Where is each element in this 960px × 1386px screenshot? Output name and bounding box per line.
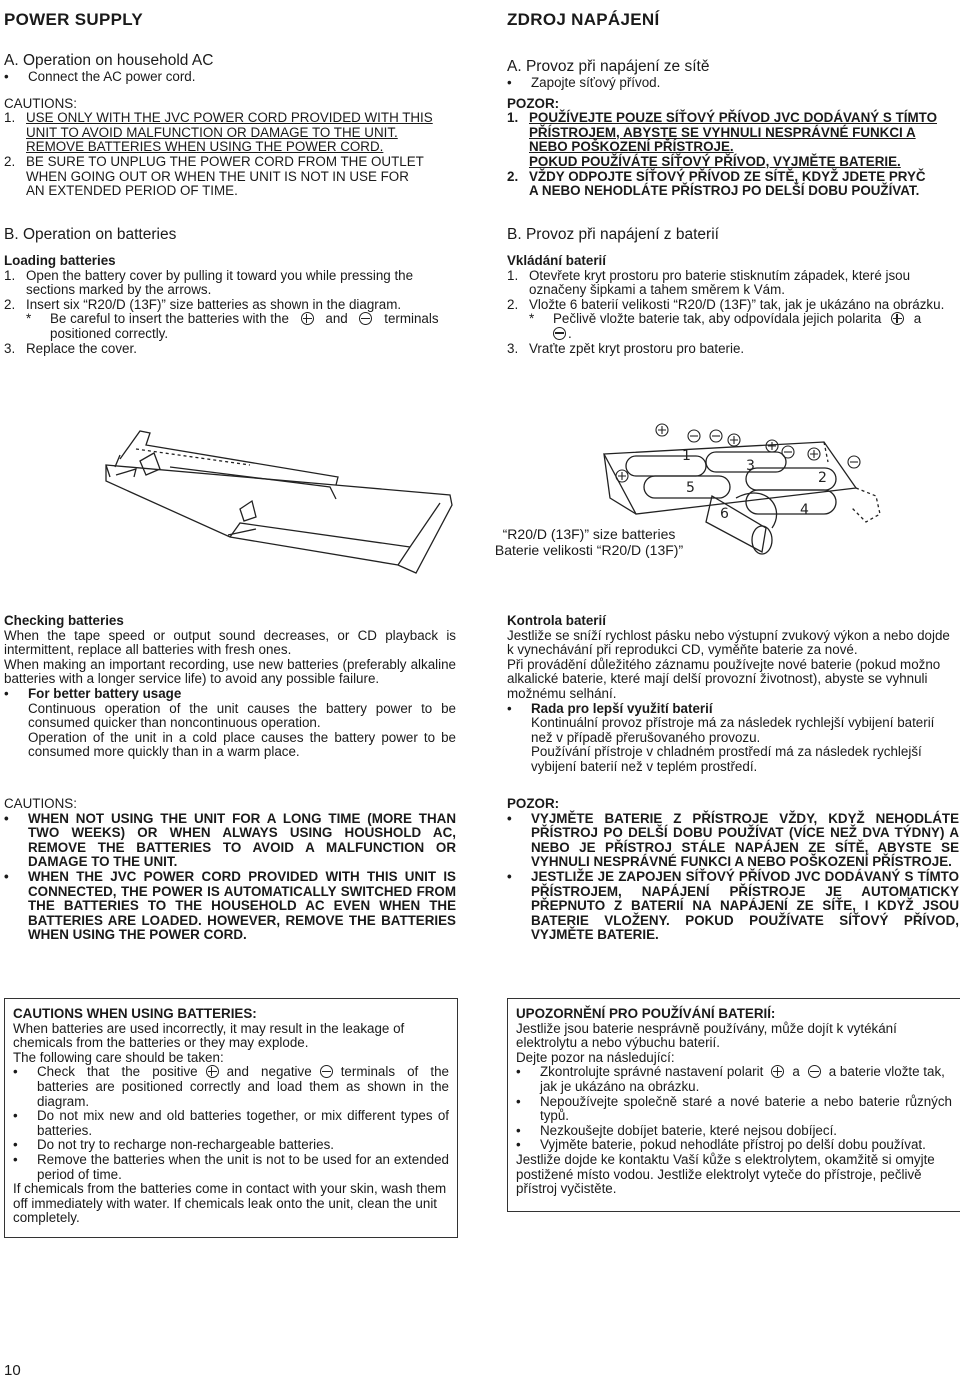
right-box-title: UPOZORNĚNÍ PRO POUŽÍVÁNÍ BATERIÍ: [516, 1006, 776, 1021]
left-better-bullet: • For better battery usage Continuous operation of the unit causes the battery power to be consumed quicker than noncontinuous operation. Operation of the unit in a cold place causes the battery power to be consumed more quickly than in a warm place. [4, 685, 456, 760]
right-loading-title: Vkládání baterií [507, 253, 606, 268]
left-section-b [4, 226, 456, 356]
left-box-b3: • Do not try to recharge non-rechargeable batteries. [13, 1137, 334, 1153]
battery-number-4: 4 [800, 502, 809, 518]
right-step-2: 2. Vložte 6 baterií velikosti “R20/D (13F)” tak, jak je ukázáno na obrázku. [507, 296, 945, 312]
right-checking-p1: Jestliže se sníží rychlost pásku nebo výstupní zvukový výkon a nebo dojde k vynechávání při reprodukci CD, vyměňte baterie za nové. [507, 627, 950, 658]
minus-terminal-icon [320, 1065, 333, 1078]
right-section-a [507, 58, 959, 199]
right-pozor-title: POZOR: [507, 95, 560, 111]
right-checking-p2: Při provádění důležitého záznamu používejte nové baterie (pokud možno alkalické baterie, které mají delší provozní životnost), abyste se vyhnuli možnému selhání. [507, 656, 941, 701]
left-section-a [4, 52, 456, 199]
right-caution-1: 1. POUŽÍVEJTE POUZE SÍŤOVÝ PŘÍVOD JVC DODÁVANÝ S TÍMTO PŘÍSTROJEM, ABYSTE SE VYHNULI NESPRÁVNÉ FUNKCI A NEBO POŠKOZENÍ PŘÍSTROJE. POKUD POUŽÍVÁTE SÍŤOVÝ PŘÍVOD, VYJMĚTE BATERIE. [507, 110, 937, 169]
battery-number-5: 5 [686, 480, 695, 496]
right-box-b3: • Nezkoušejte dobíjet baterie, které nejsou dobíjecí. [516, 1122, 838, 1138]
right-cautions-2-title: POZOR: [507, 796, 560, 811]
left-step-3: 3. Replace the cover. [4, 340, 137, 356]
diagram-caption [486, 527, 692, 558]
right-header: ZDROJ NAPÁJENÍ [507, 10, 660, 29]
right-caution-2: 2. VŽDY ODPOJTE SÍŤOVÝ PŘÍVOD ZE SÍTĚ, KDYŽ JDETE PRYČ A NEBO NEHODLÁTE PŘÍSTROJ PO DELŠÍ DOBU POUŽÍVAT. [507, 168, 926, 199]
plus-terminal-icon [771, 1065, 784, 1078]
left-loading-title: Loading batteries [4, 253, 116, 268]
left-caution-1: 1. USE ONLY WITH THE JVC POWER CORD PROVIDED WITH THIS UNIT TO AVOID MALFUNCTION OR DAMAGE TO THE UNIT. REMOVE BATTERIES WHEN USING THE POWER CORD. [4, 110, 433, 155]
left-a-bullet: • Connect the AC power cord. [4, 69, 196, 84]
battery-number-6: 6 [720, 506, 729, 522]
caption-en: “R20/D (13F)” size batteries [502, 526, 676, 542]
left-step-2: 2. Insert six “R20/D (13F)” size batteries as shown in the diagram. [4, 296, 402, 312]
right-checking-title: Kontrola baterií [507, 613, 606, 628]
right-b-title: B. Provoz při napájení z baterií [507, 226, 719, 243]
left-box-p2: The following care should be taken: [13, 1049, 224, 1065]
left-cautions-title: CAUTIONS: [4, 95, 77, 111]
left-step-1: 1. Open the battery cover by pulling it toward you while pressing the sections marked by the arrows. [4, 267, 414, 298]
left-caution-box [4, 998, 458, 1238]
left-caution-2: 2. BE SURE TO UNPLUG THE POWER CORD FROM THE OUTLET WHEN GOING OUT OR WHEN THE UNIT IS NOT IN USE FOR AN EXTENDED PERIOD OF TIME. [4, 153, 424, 199]
right-cautions-2-b2: • JESTLIŽE JE ZAPOJEN SÍŤOVÝ PŘÍVOD JVC DODÁVANÝ S TÍMTO PŘÍSTROJEM, NAPÁJENÍ PŘÍSTROJE JE AUTOMATICKY PŘEPNUTO Z BATERIÍ NA NAPÁJENÍ ZE SÍŤE, I KDYŽ JSOU BATERIE VLOŽENY. POKUD POUŽÍVATE SÍŤOVÝ PŘÍVOD, VYJMĚTE BATERIE. [507, 868, 959, 943]
left-box-b4: • Remove the batteries when the unit is not to be used for an extended period of time. [13, 1151, 449, 1182]
battery-number-2: 2 [818, 470, 827, 486]
left-box-p3: If chemicals from the batteries come in contact with your skin, wash them off immediately with water. If chemicals leak onto the unit, clean the unit completely. [13, 1181, 447, 1226]
minus-terminal-icon [359, 312, 372, 325]
right-step-1: 1. Otevřete kryt prostoru pro baterie stisknutím západek, které jsou označeny šipkami a tahem směrem k Vám. [507, 267, 911, 298]
right-box-p2: Dejte pozor na následující: [516, 1049, 675, 1065]
left-step-2-note: * Be careful to insert the batteries with the and terminals positioned correctly. [26, 311, 439, 341]
right-box-b2: • Nepoužívejte společně staré a nové baterie a nebo baterie různých typů. [516, 1093, 952, 1124]
left-box-b2: • Do not mix new and old batteries together, or mix different types of batteries. [13, 1108, 449, 1138]
left-checking-p1: When the tape speed or output sound decreases, or CD playback is intermittent, replace all batteries with fresh ones. [4, 627, 456, 658]
left-cautions-2-title: CAUTIONS: [4, 796, 77, 811]
battery-cover-illustration [80, 425, 480, 585]
right-box-p1: Jestliže jsou baterie nesprávně používány, může dojít k vytékání elektrolytu a nebo výbuchu baterií. [516, 1020, 897, 1051]
left-checking [4, 614, 456, 760]
plus-terminal-icon [301, 312, 314, 325]
minus-terminal-icon [808, 1065, 821, 1078]
right-step-3: 3. Vraťte zpět kryt prostoru pro baterie. [507, 340, 745, 356]
right-caution-box [507, 998, 960, 1212]
right-better-bullet: • Rada pro lepší využití baterií Kontinuální provoz přístroje má za následek rychlejší vybijení baterií než v případě přerušovaného provozu. Používání přístroje v chladném prostředí má za následek rychlejší vybijení baterií než v teplém prostředí. [507, 700, 935, 774]
right-cautions-2-b1: • VYJMĚTE BATERIE Z PŘÍSTROJE VŽDY, KDYŽ NEHODLÁTE PŘÍSTROJ PO DELŠÍ DOBU POUŽÍVAT (VÍCE NEŽ DVA TÝDNY) A NEBO JE PŘÍSTROJ STÁLE NAPÁJEN ZE SÍTĚ, ABYSTE SE VYHNULI NESPRÁVNÉ FUNKCI A NEBO POŠKOZENÍ PŘÍSTROJE. [507, 810, 959, 870]
left-box-p1: When batteries are used incorrectly, it may result in the leakage of chemicals from the batteries or they may explode. [13, 1020, 405, 1051]
right-box-p3: Jestliže dojde ke kontaktu Vaší kůže s elektrolytem, okamžitě si omyjte postižené místo vodou. Jestliže elektrolyt vyteče do přístroje, pečlivě přístroj vyčistěte. [516, 1151, 935, 1197]
right-cautions-2 [507, 797, 959, 943]
right-box-b1: • Zkontrolujte správné nastavení polarit a a baterie vložte tak, jak je ukázáno na obrázku. [516, 1064, 945, 1094]
right-a-bullet: • Zapojte síťový přívod. [507, 75, 661, 90]
left-b-title: B. Operation on batteries [4, 226, 177, 243]
left-checking-title: Checking batteries [4, 613, 124, 628]
plus-terminal-icon [891, 312, 904, 325]
left-cautions-2-b2: • WHEN THE JVC POWER CORD PROVIDED WITH THIS UNIT IS CONNECTED, THE POWER IS AUTOMATICALLY SWITCHED FROM THE BATTERIES TO THE HOUSEHOLD AC EVEN WHEN THE BATTERIES ARE LOADED. HOWEVER, REMOVE THE BATTERIES WHEN USING THE POWER CORD. [4, 868, 456, 943]
minus-terminal-icon [553, 327, 566, 340]
left-a-title: A. Operation on household AC [4, 52, 214, 69]
left-cautions-2-b1: • WHEN NOT USING THE UNIT FOR A LONG TIME (MORE THAN TWO WEEKS) OR WHEN ALWAYS USING HOUSHOLD AC, REMOVE THE BATTERIES TO AVOID A MALFUNCTION OR DAMAGE TO THE UNIT. [4, 810, 456, 870]
left-cautions-2 [4, 797, 456, 943]
battery-number-3: 3 [746, 458, 755, 474]
left-box-b1: • Check that the positive and negative terminals of the batteries are positioned correctly and load them as shown in the diagram. [13, 1064, 449, 1109]
right-step-2-note: * Pečlivě vložte baterie tak, aby odpovídala jejich polarita a . [529, 311, 922, 341]
caption-cz: Baterie velikosti “R20/D (13F)” [494, 541, 684, 558]
right-box-b4: • Vyjměte baterie, pokud nehodláte přístroj po delší dobu používat. [516, 1137, 926, 1153]
right-checking [507, 614, 952, 775]
page-number: 10 [4, 1362, 21, 1379]
left-box-title: CAUTIONS WHEN USING BATTERIES: [13, 1006, 257, 1021]
battery-number-1: 1 [682, 448, 691, 464]
right-section-b [507, 226, 959, 356]
left-checking-p2: When making an important recording, use new batteries (preferably alkaline batteries with a longer service life) to avoid any possible failure. [4, 656, 456, 687]
left-header: POWER SUPPLY [4, 10, 144, 29]
plus-terminal-icon [206, 1065, 219, 1078]
right-a-title: A. Provoz při napájení ze sítě [507, 58, 710, 75]
